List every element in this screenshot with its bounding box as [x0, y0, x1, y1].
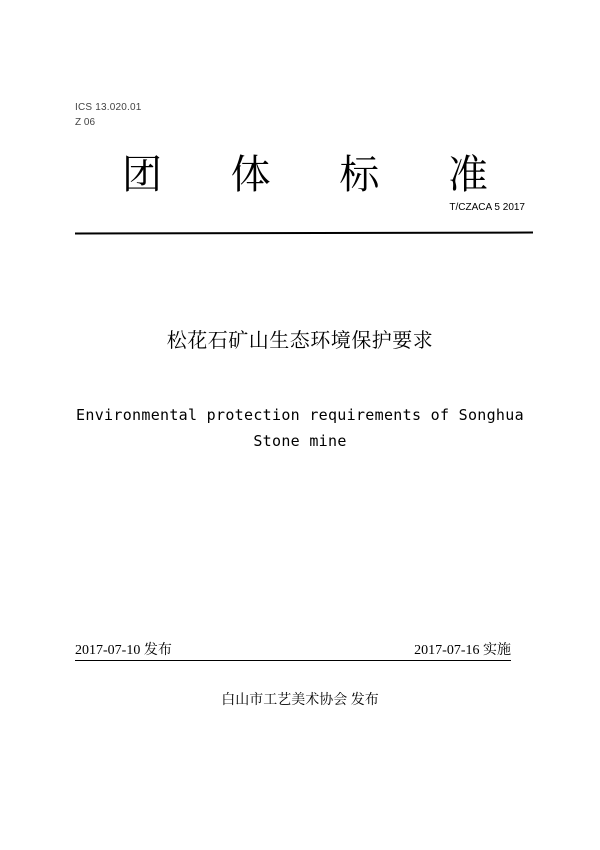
- standard-number: T/CZACA 5 2017: [449, 202, 525, 213]
- heading-char: 体: [230, 152, 271, 198]
- header-divider: [75, 232, 533, 235]
- standard-type-heading: [120, 150, 490, 200]
- heading-char: 标: [339, 152, 380, 198]
- date-row: [75, 642, 511, 661]
- english-title-line: Stone mine: [253, 432, 347, 450]
- english-title: [60, 402, 540, 454]
- english-title-line: Environmental protection requirements of Songhua: [76, 406, 524, 424]
- publisher: 白山市工艺美术协会 发布: [221, 693, 379, 708]
- ics-code: ICS 13.020.01: [75, 102, 142, 113]
- implementation-date: 2017-07-16 实施: [414, 643, 511, 658]
- release-date: 2017-07-10 发布: [75, 643, 172, 658]
- heading-char: 准: [447, 152, 488, 198]
- heading-char: 团: [122, 152, 162, 198]
- chinese-title: 松花石矿山生态环境保护要求: [166, 328, 434, 352]
- ccs-code: Z 06: [75, 117, 96, 128]
